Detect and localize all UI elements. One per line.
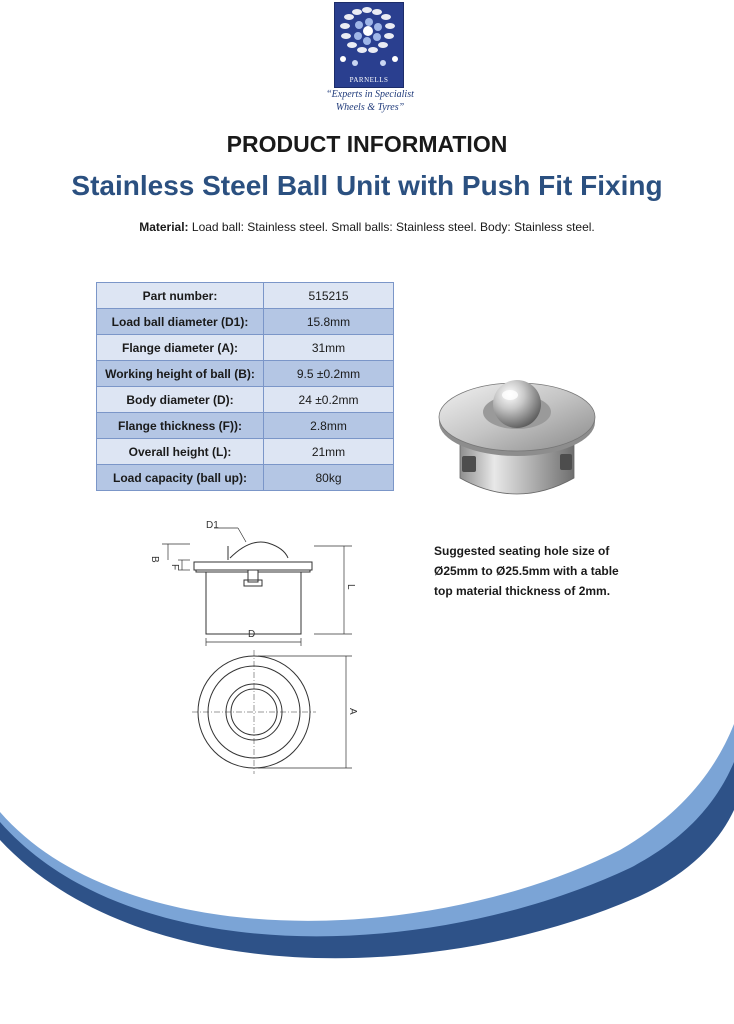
table-row xyxy=(97,413,394,439)
material-label: Material: xyxy=(139,220,189,234)
spec-label: Flange thickness (F)): xyxy=(97,413,264,439)
spec-value: 515215 xyxy=(264,283,394,309)
spec-label: Working height of ball (B): xyxy=(97,361,264,387)
spec-value: 9.5 ±0.2mm xyxy=(264,361,394,387)
table-row xyxy=(97,387,394,413)
label-d1: D1 xyxy=(206,520,219,531)
spec-value: 21mm xyxy=(264,439,394,465)
tagline-line-2: Wheels & Tyres” xyxy=(335,102,405,113)
spec-table xyxy=(96,282,394,491)
product-photo xyxy=(432,360,602,510)
spec-value: 24 ±0.2mm xyxy=(264,387,394,413)
tagline xyxy=(300,88,440,114)
spec-label: Flange diameter (A): xyxy=(97,335,264,361)
spec-value: 15.8mm xyxy=(264,309,394,335)
spec-label: Part number: xyxy=(97,283,264,309)
label-l: L xyxy=(345,584,356,590)
material-text: Load ball: Stainless steel. Small balls: Stainless steel. Body: Stainless steel. xyxy=(188,220,595,234)
table-row xyxy=(97,439,394,465)
seating-note xyxy=(434,541,644,601)
spec-value: 31mm xyxy=(264,335,394,361)
table-row xyxy=(97,335,394,361)
product-title: Stainless Steel Ball Unit with Push Fit Fixing xyxy=(71,170,663,201)
spec-label: Load capacity (ball up): xyxy=(97,465,264,491)
note-line-1: Suggested seating hole size of xyxy=(434,544,610,558)
tagline-line-1: “Experts in Specialist xyxy=(326,89,414,100)
spec-label: Overall height (L): xyxy=(97,439,264,465)
spec-label: Load ball diameter (D1): xyxy=(97,309,264,335)
logo-name: PARNELLS xyxy=(349,76,389,84)
note-line-2: Ø25mm to Ø25.5mm with a table xyxy=(434,564,619,578)
parnells-logo-icon xyxy=(335,3,403,73)
label-d: D xyxy=(248,629,256,640)
company-logo xyxy=(334,2,404,88)
table-row xyxy=(97,361,394,387)
note-line-3: top material thickness of 2mm. xyxy=(434,584,611,598)
label-f: F xyxy=(169,564,180,571)
page-heading: PRODUCT INFORMATION xyxy=(226,131,508,157)
spec-value: 2.8mm xyxy=(264,413,394,439)
table-row xyxy=(97,283,394,309)
table-row xyxy=(97,465,394,491)
material-line xyxy=(0,220,734,234)
spec-value: 80kg xyxy=(264,465,394,491)
spec-label: Body diameter (D): xyxy=(97,387,264,413)
decorative-wave xyxy=(0,700,734,1024)
label-a: A xyxy=(347,708,358,715)
label-b: B xyxy=(149,556,160,563)
table-row xyxy=(97,309,394,335)
